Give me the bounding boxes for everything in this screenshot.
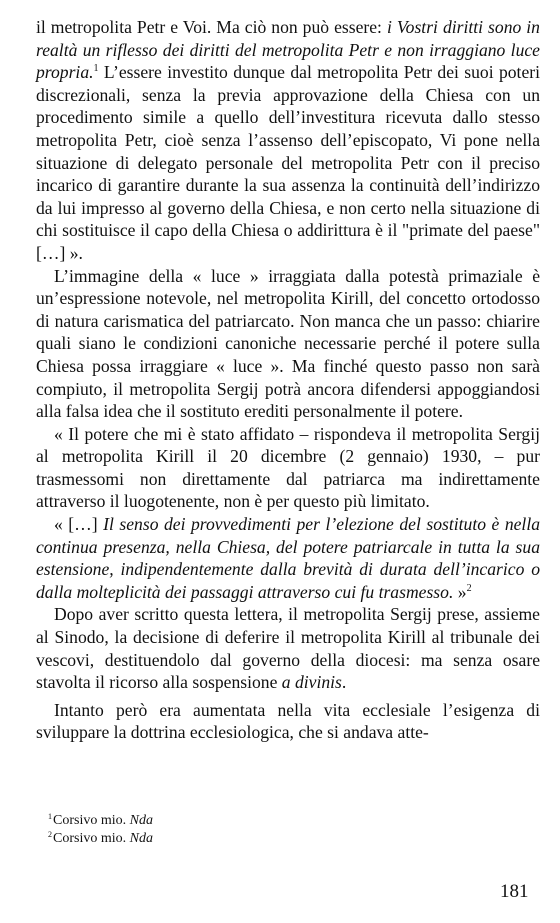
footnote-mark: 2 [48, 830, 52, 839]
text-run: . [341, 672, 347, 693]
paragraph [36, 603, 540, 693]
paragraph [36, 265, 540, 423]
footnote-mark: 1 [48, 812, 52, 821]
text-run: « Il potere che mi è stato affidato – rispondeva il metropolita Sergij al metropolita Kirill il 20 dicembre (2 gennaio) 1930, – pur trasmessomi non direttamente dal patriarca ma indirettamente attraverso il luogotenente, non è per questo più limitato. [36, 423, 540, 512]
text-run: il metropolita Petr e Voi. Ma ciò non può essere: [36, 17, 387, 37]
paragraph [36, 699, 540, 744]
footnote-1 [48, 812, 528, 830]
footnote-reference: 2 [466, 582, 472, 594]
body-text [36, 16, 540, 744]
text-run: « […] [54, 514, 104, 535]
page-number: 181 [500, 881, 529, 902]
footnotes [48, 812, 528, 848]
footnote-tag: Nda [129, 813, 153, 828]
footnote-tag: Nda [129, 831, 153, 846]
footnote-text: Corsivo mio. [53, 813, 130, 828]
text-run: » [453, 581, 467, 602]
italic-text: a divinis [281, 672, 342, 693]
footnote-2 [48, 830, 528, 848]
text-run: Intanto però era aumentata nella vita ecclesiale l’esigenza di sviluppare la dottrina ecclesiologica, che si andava atte- [36, 699, 540, 743]
italic-text: i Vostri diritti sono in realtà un riflesso dei diritti del metropolita Petr e non irraggiano luce propria. [36, 17, 540, 83]
italic-text: Il senso dei provvedimenti per l’elezione del sostituto è nella continua presenza, nella Chiesa, del potere patriarcale in tutta la sua estensione, indipendentemente dalla brevità di durata dell’incarico o dalla molteplicità dei passaggi attraverso cui fu trasmesso. [36, 514, 541, 602]
footnote-text: Corsivo mio. [53, 831, 130, 846]
text-run: L’immagine della « luce » irraggiata dalla potestà primaziale è un’espressione notevole, nel metropolita Kirill, del concetto ortodosso di natura carismatica del patriarcato. Non manca che un passo: chiarire quali siano le condizioni canoniche necessarie perché il potere sulla Chiesa possa irraggiare « luce ». Ma finché questo passo non sarà compiuto, il metropolita Sergij potrà ancora difendersi appoggiandosi alla falsa idea che il sostituto erediti personalmente il potere. [36, 265, 540, 422]
text-run: Dopo aver scritto questa lettera, il metropolita Sergij prese, assieme al Sinodo, la decisione di deferire il metropolita Kirill al tribunale dei vescovi, destituendolo dal governo della diocesi: ma senza osare stavolta il ricorso alla sospensione [36, 604, 540, 693]
paragraph [36, 423, 540, 513]
paragraph [36, 513, 540, 603]
paragraph [36, 16, 540, 265]
text-run: L’essere investito dunque dal metropolita Petr dei suoi poteri discrezionali, senza la previa approvazione della Chiesa con un procedimento simile a quello dell’investitura ricevuta dallo stesso metropolita Petr, cioè senza l’assenso dell’episcopato, Vi pone nella situazione di delegato personale del metropolita Petr con il preciso incarico di garantire durante la sua assenza la continuità dell’indirizzo da lui impresso al governo della Chiesa, e non certo nella situazione di chi sostituisce il capo della Chiesa o addirittura è il "primate del paese" […] ». [36, 62, 540, 263]
footnote-reference: 1 [93, 63, 99, 75]
